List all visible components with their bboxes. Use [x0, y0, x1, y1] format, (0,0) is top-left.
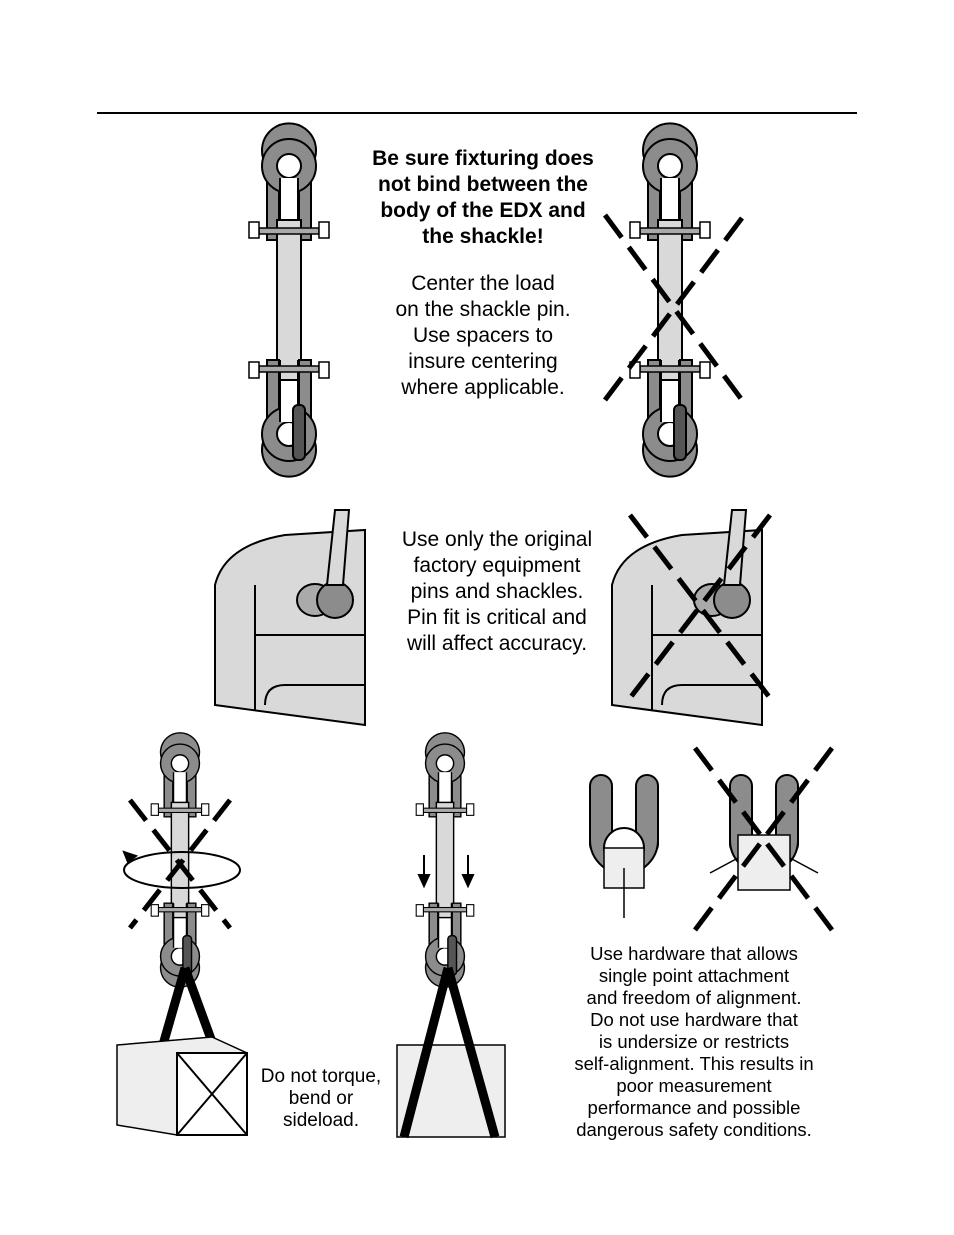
sling-stack	[397, 968, 505, 1137]
assembly-correct	[249, 123, 329, 476]
housing-correct	[215, 510, 365, 725]
warning-fixturing: Be sure fixturing does not bind between the body of the EDX and the shackle!	[372, 147, 594, 248]
note-center-load: Center the load on the shackle pin. Use spacers to insure centering where applicable.	[395, 272, 571, 399]
note-no-torque: Do not torque, bend or sideload.	[260, 1066, 382, 1131]
sling-crate-left	[117, 968, 247, 1135]
single-point-correct	[590, 775, 658, 918]
note-hardware-alignment: Use hardware that allows single point attachment and freedom of alignment. Do not use hardware that is undersize or restricts self-alignment. This results in poor measurement performance and possible dangerous safety conditions.	[574, 943, 814, 1140]
note-original-equipment: Use only the original factory equipment pins and shackles. Pin fit is critical and will affect accuracy.	[401, 528, 593, 655]
